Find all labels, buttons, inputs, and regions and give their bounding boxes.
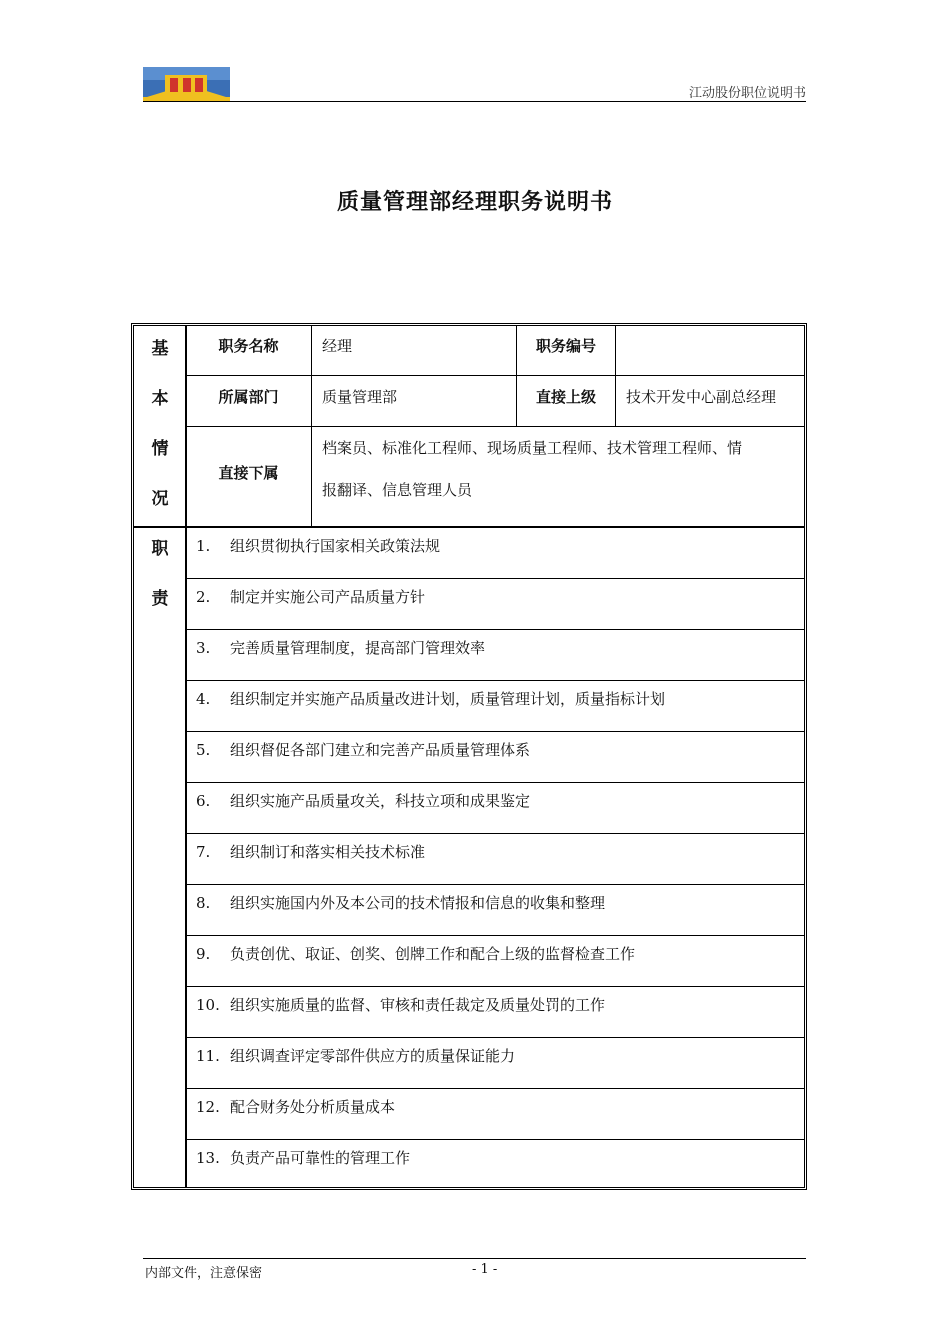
- duty-item: [196, 1147, 410, 1168]
- superior-label: 直接上级: [535, 388, 596, 406]
- duty-text: 制定并实施公司产品质量方针: [230, 588, 426, 606]
- page-title: 质量管理部经理职务说明书: [336, 190, 613, 215]
- job-name-value: 经理: [322, 337, 353, 355]
- duty-item: [196, 892, 605, 913]
- confidential-notice: 内部文件，注意保密: [145, 1266, 263, 1281]
- duty-text: 组织制定并实施产品质量改进计划，质量管理计划，质量指标计划: [230, 690, 666, 708]
- row-divider: [186, 426, 804, 427]
- duties-label-1: 职: [151, 539, 169, 559]
- subordinates-label: 直接下属: [218, 464, 279, 482]
- superior-value: 技术开发中心副总经理: [626, 388, 777, 406]
- duty-item: [196, 841, 425, 862]
- duty-text: 组织实施国内外及本公司的技术情报和信息的收集和整理: [230, 894, 606, 912]
- basic-info-label-2: 本: [151, 389, 169, 409]
- duty-item: [196, 790, 530, 811]
- basic-info-label-1: 基: [151, 339, 169, 359]
- label2-column-divider: [615, 326, 616, 427]
- duty-row-divider: [186, 680, 804, 681]
- duty-text: 完善质量管理制度，提高部门管理效率: [230, 639, 486, 657]
- duty-row-divider: [186, 1037, 804, 1038]
- company-logo: [143, 67, 230, 101]
- duty-item: [196, 1045, 515, 1066]
- footer-divider: [143, 1258, 806, 1259]
- duty-row-divider: [186, 578, 804, 579]
- duty-item: [196, 586, 425, 607]
- duty-number: 8.: [196, 894, 211, 912]
- duties-label-2: 责: [151, 589, 169, 609]
- duty-number: 7.: [196, 843, 211, 861]
- duty-row-divider: [186, 935, 804, 936]
- duty-text: 组织实施质量的监督、审核和责任裁定及质量处罚的工作: [230, 996, 606, 1014]
- row-divider: [186, 375, 804, 376]
- doc-series-label: 江动股份职位说明书: [688, 86, 806, 101]
- job-description-table: [131, 323, 807, 1190]
- duty-item: [196, 994, 605, 1015]
- page-number: - 1 -: [472, 1262, 498, 1277]
- department-value: 质量管理部: [322, 388, 398, 406]
- duty-text: 组织实施产品质量攻关，科技立项和成果鉴定: [230, 792, 531, 810]
- duty-number: 2.: [196, 588, 211, 606]
- duty-number: 1.: [196, 537, 211, 555]
- duty-item: [196, 1096, 395, 1117]
- duty-item: [196, 739, 530, 760]
- basic-info-label-3: 情: [151, 439, 169, 459]
- duty-row-divider: [186, 1139, 804, 1140]
- section-divider: [134, 526, 804, 528]
- subordinates-value-line1: 档案员、标准化工程师、现场质量工程师、技术管理工程师、情: [322, 439, 743, 457]
- duty-text: 组织制订和落实相关技术标准: [230, 843, 426, 861]
- duty-row-divider: [186, 1088, 804, 1089]
- duty-item: [196, 535, 440, 556]
- duty-row-divider: [186, 833, 804, 834]
- duty-number: 10.: [196, 996, 220, 1014]
- duty-item: [196, 637, 485, 658]
- duty-row-divider: [186, 884, 804, 885]
- duty-number: 6.: [196, 792, 211, 810]
- duty-row-divider: [186, 986, 804, 987]
- duty-number: 13.: [196, 1149, 220, 1167]
- duty-number: 5.: [196, 741, 211, 759]
- duty-item: [196, 688, 665, 709]
- basic-info-label-4: 况: [151, 489, 169, 509]
- duty-text: 组织贯彻执行国家相关政策法规: [230, 537, 441, 555]
- duty-text: 组织调查评定零部件供应方的质量保证能力: [230, 1047, 516, 1065]
- duty-text: 负责产品可靠性的管理工作: [230, 1149, 411, 1167]
- duty-number: 4.: [196, 690, 211, 708]
- duty-text: 组织督促各部门建立和完善产品质量管理体系: [230, 741, 531, 759]
- job-code-label: 职务编号: [535, 337, 596, 355]
- subordinates-value-line2: 报翻译、信息管理人员: [322, 481, 473, 499]
- duty-row-divider: [186, 782, 804, 783]
- duty-number: 3.: [196, 639, 211, 657]
- header-divider: [143, 101, 806, 102]
- job-name-label: 职务名称: [218, 337, 279, 355]
- duty-number: 11.: [196, 1047, 220, 1065]
- duty-number: 12.: [196, 1098, 220, 1116]
- duty-text: 配合财务处分析质量成本: [230, 1098, 396, 1116]
- duty-text: 负责创优、取证、创奖、创牌工作和配合上级的监督检查工作: [230, 945, 636, 963]
- duty-row-divider: [186, 731, 804, 732]
- department-label: 所属部门: [218, 388, 279, 406]
- duty-number: 9.: [196, 945, 211, 963]
- duty-item: [196, 943, 635, 964]
- duty-row-divider: [186, 629, 804, 630]
